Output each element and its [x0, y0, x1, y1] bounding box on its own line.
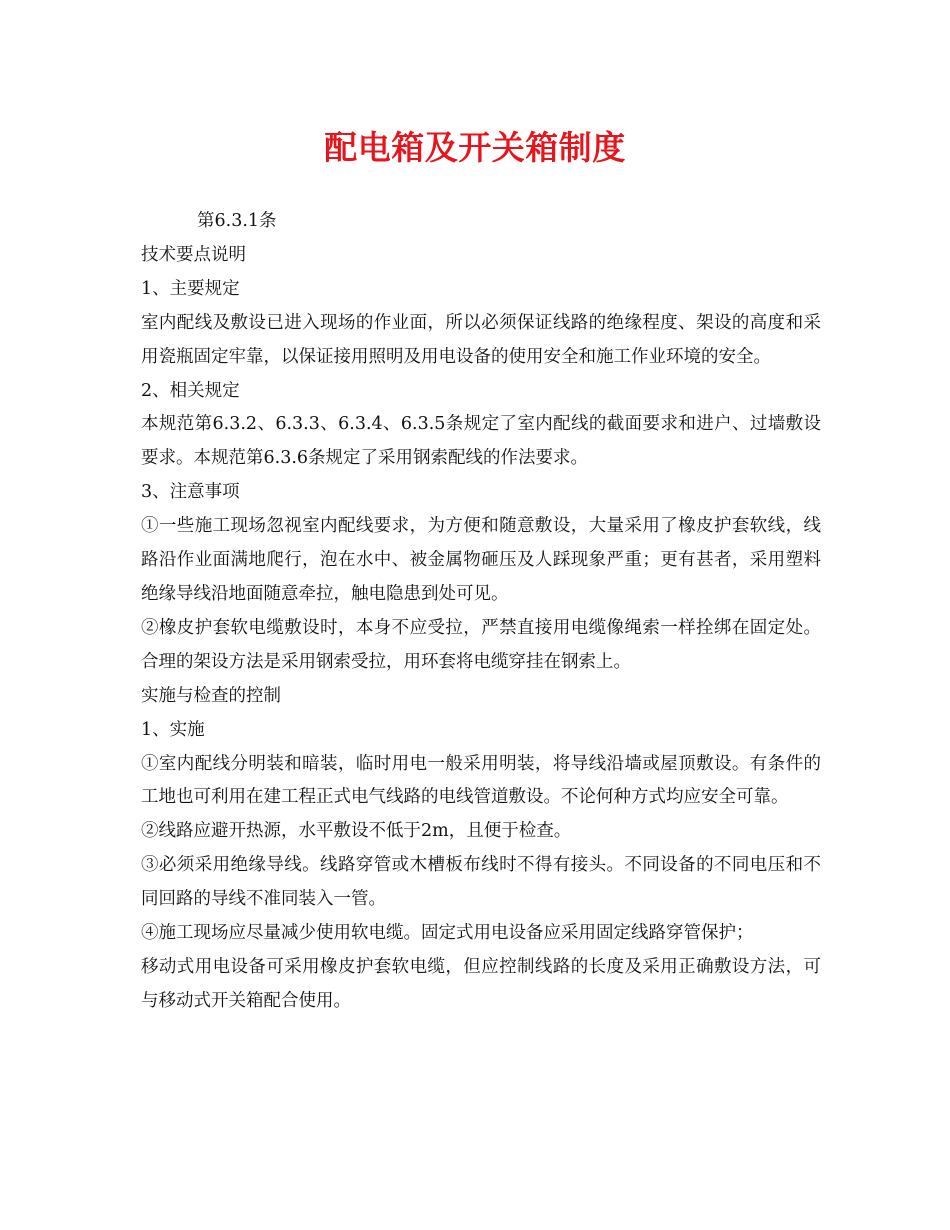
- paragraph-implementation-1: ①室内配线分明装和暗装，临时用电一般采用明装，将导线沿墙或屋顶敷设。有条件的工地也可利用在建工程正式电气线路的电线管道敷设。不论何种方式均应安全可靠。: [141, 753, 821, 808]
- section-heading-implementation: 实施与检查的控制: [141, 685, 281, 706]
- paragraph-note-1: ①一些施工现场忽视室内配线要求，为方便和随意敷设，大量采用了橡皮护套软线，线路沿作业面满地爬行，泡在水中、被金属物砸压及人踩现象严重；更有甚者，采用塑料绝缘导线沿地面随意牵拉，触电隐患到处可见。: [141, 516, 821, 604]
- paragraph-main-rules: 室内配线及敷设已进入现场的作业面，所以必须保证线路的绝缘程度、架设的高度和采用瓷瓶固定牢靠，以保证接用照明及用电设备的使用安全和施工作业环境的安全。: [141, 312, 821, 367]
- section-heading-technical-points: 技术要点说明: [141, 244, 246, 265]
- subheading-main-rules: 1、主要规定: [141, 278, 240, 299]
- document-body: [141, 205, 821, 1019]
- paragraph-implementation-3: ③必须采用绝缘导线。线路穿管或木槽板布线时不得有接头。不同设备的不同电压和不同回路的导线不准同装入一管。: [141, 855, 821, 910]
- article-number: 第6.3.1条: [197, 211, 277, 231]
- subheading-notes: 3、注意事项: [141, 482, 240, 503]
- subheading-related-rules: 2、相关规定: [141, 380, 240, 401]
- subheading-implementation: 1、实施: [141, 719, 205, 740]
- paragraph-note-2: ②橡皮护套软电缆敷设时，本身不应受拉，严禁直接用电缆像绳索一样拴绑在固定处。合理的架设方法是采用钢索受拉，用环套将电缆穿挂在钢索上。: [141, 617, 821, 672]
- paragraph-implementation-4-continued: 移动式用电设备可采用橡皮护套软电缆，但应控制线路的长度及采用正确敷设方法，可与移动式开关箱配合使用。: [141, 956, 821, 1011]
- paragraph-related-rules: 本规范第6.3.2、6.3.3、6.3.4、6.3.5条规定了室内配线的截面要求和进户、过墙敷设要求。本规范第6.3.6条规定了采用钢索配线的作法要求。: [141, 414, 821, 469]
- paragraph-implementation-4: ④施工现场应尽量减少使用软电缆。固定式用电设备应采用固定线路穿管保护；: [141, 923, 754, 944]
- paragraph-implementation-2: ②线路应避开热源，水平敷设不低于2m，且便于检查。: [141, 821, 572, 842]
- document-title: 配电箱及开关箱制度: [324, 128, 626, 167]
